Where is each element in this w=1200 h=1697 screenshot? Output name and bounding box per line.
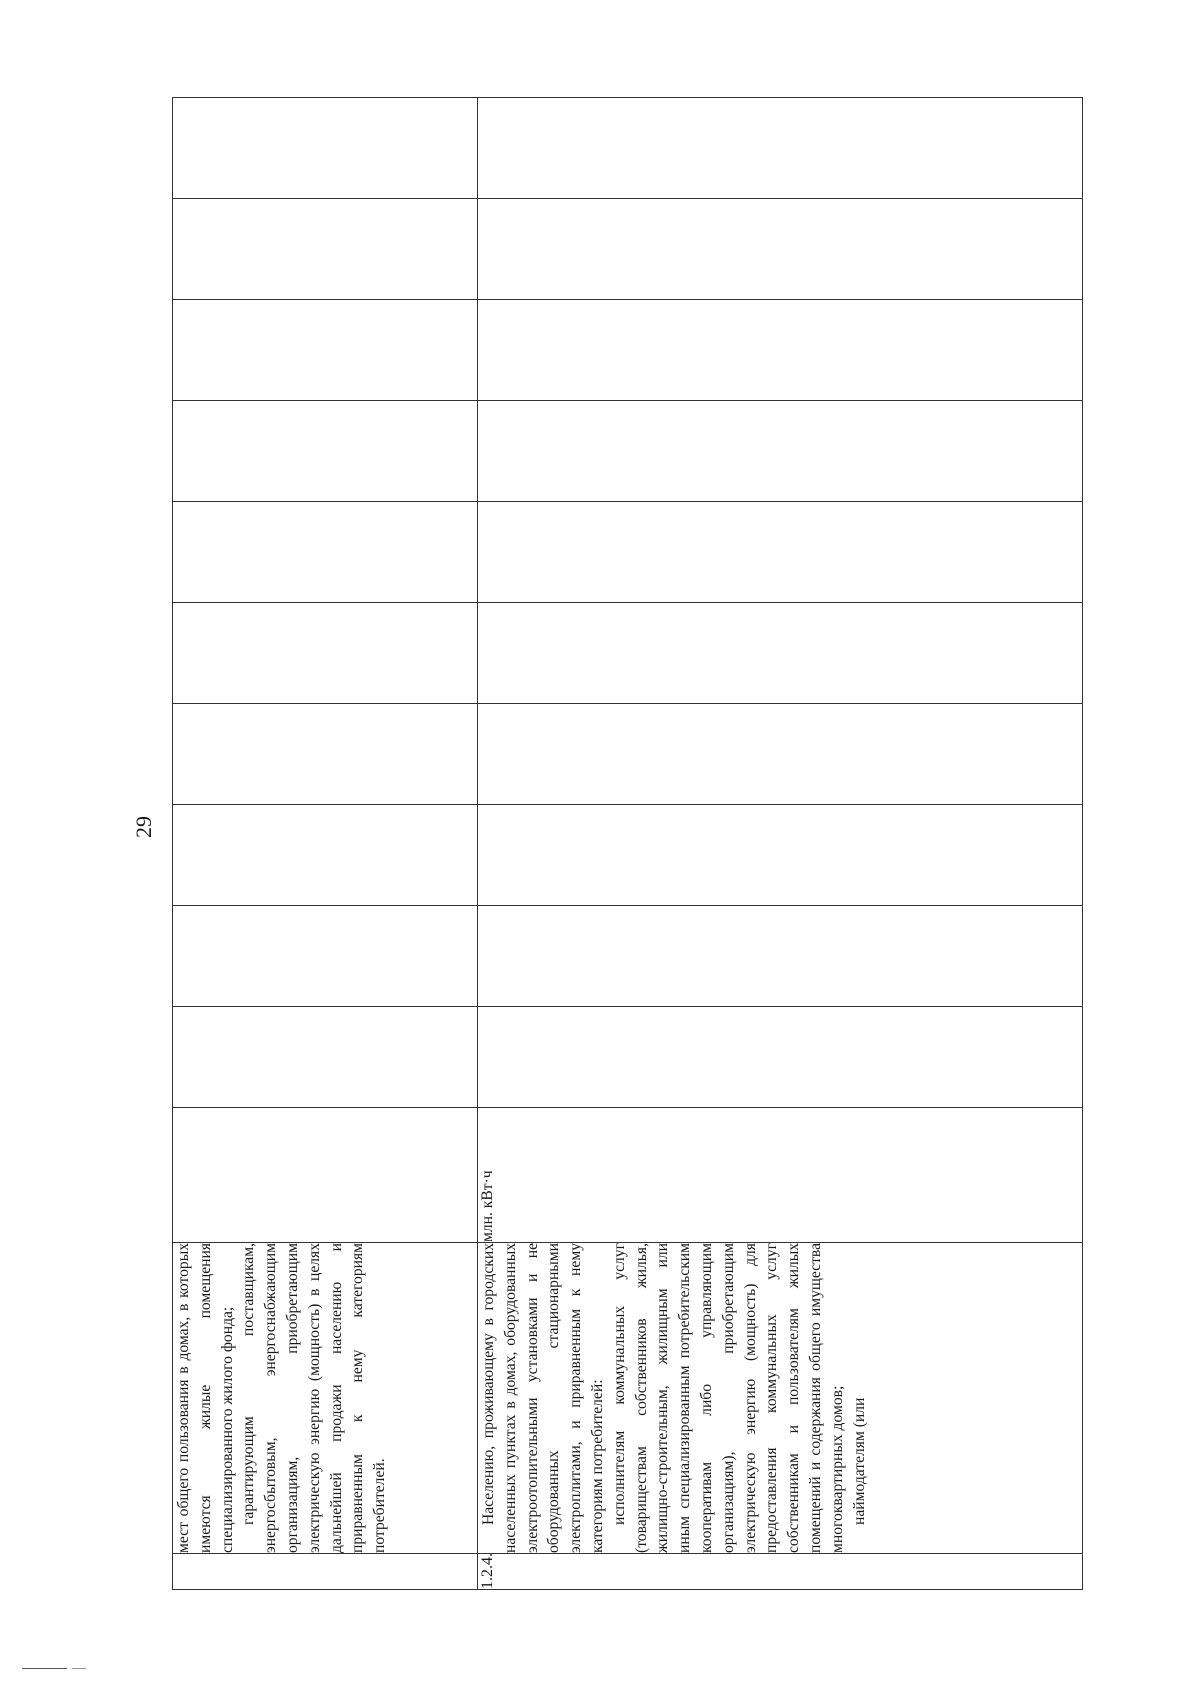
description-paragraph: Населению, проживающему в городских населенных пунктах в домах, оборудованных электроотопительными установками и не оборудованных стационарными электроплитами, и приравненным к нему категориям потребителей: (480, 1243, 606, 1553)
value-cell (173, 906, 478, 1007)
value-cell (173, 199, 478, 300)
value-cell (478, 199, 1083, 300)
row-description-cell (478, 1243, 1083, 1554)
value-cell (173, 401, 478, 502)
scan-artifact (72, 1668, 86, 1669)
value-cell (478, 98, 1083, 199)
value-cell (478, 603, 1083, 704)
value-cell (173, 1007, 478, 1108)
value-cell (173, 98, 478, 199)
page-number: 29 (131, 816, 156, 838)
description-paragraph: гарантирующим поставщикам, энергосбытовым, энергоснабжающим организациям, приобретающим электрическую энергию (мощность) в целях дальнейшей продажи населению и приравненным к нему категориям потребителей. (240, 1243, 389, 1553)
value-cell (478, 502, 1083, 603)
unit-cell: млн. кВт·ч (478, 1108, 1083, 1243)
value-cell (478, 704, 1083, 805)
row-description-cell (173, 1243, 478, 1554)
scan-artifact (22, 1668, 67, 1669)
value-cell (478, 300, 1083, 401)
value-cell (478, 906, 1083, 1007)
row-number-cell: 1.2.4. (478, 1554, 1083, 1590)
table-row (173, 98, 478, 1590)
value-cell (173, 603, 478, 704)
description-paragraph: мест общего пользования в домах, в которых имеются жилые помещения специализированного жилого фонда; (175, 1243, 236, 1553)
value-cell (478, 401, 1083, 502)
value-cell (478, 805, 1083, 906)
table-row (478, 98, 1083, 1590)
unit-cell (173, 1108, 478, 1243)
value-cell (173, 704, 478, 805)
value-cell (173, 502, 478, 603)
data-table (172, 97, 1083, 1590)
value-cell (173, 300, 478, 401)
value-cell (478, 1007, 1083, 1108)
rotated-table-wrapper (172, 98, 1082, 1590)
description-paragraph: наймодателям (или (850, 1397, 868, 1525)
row-number-cell (173, 1554, 478, 1590)
value-cell (173, 805, 478, 906)
description-paragraph: исполнителям коммунальных услуг (товариществам собственников жилья, жилищно-строительным, жилищным или иным специализированным потребительским кооперативам либо управляющим организациям), приобретающим электрическую энергию (мощность) для предоставления коммунальных услуг собственникам и пользователям жилых помещений и содержания общего имущества многоквартирных домов; (610, 1243, 846, 1553)
